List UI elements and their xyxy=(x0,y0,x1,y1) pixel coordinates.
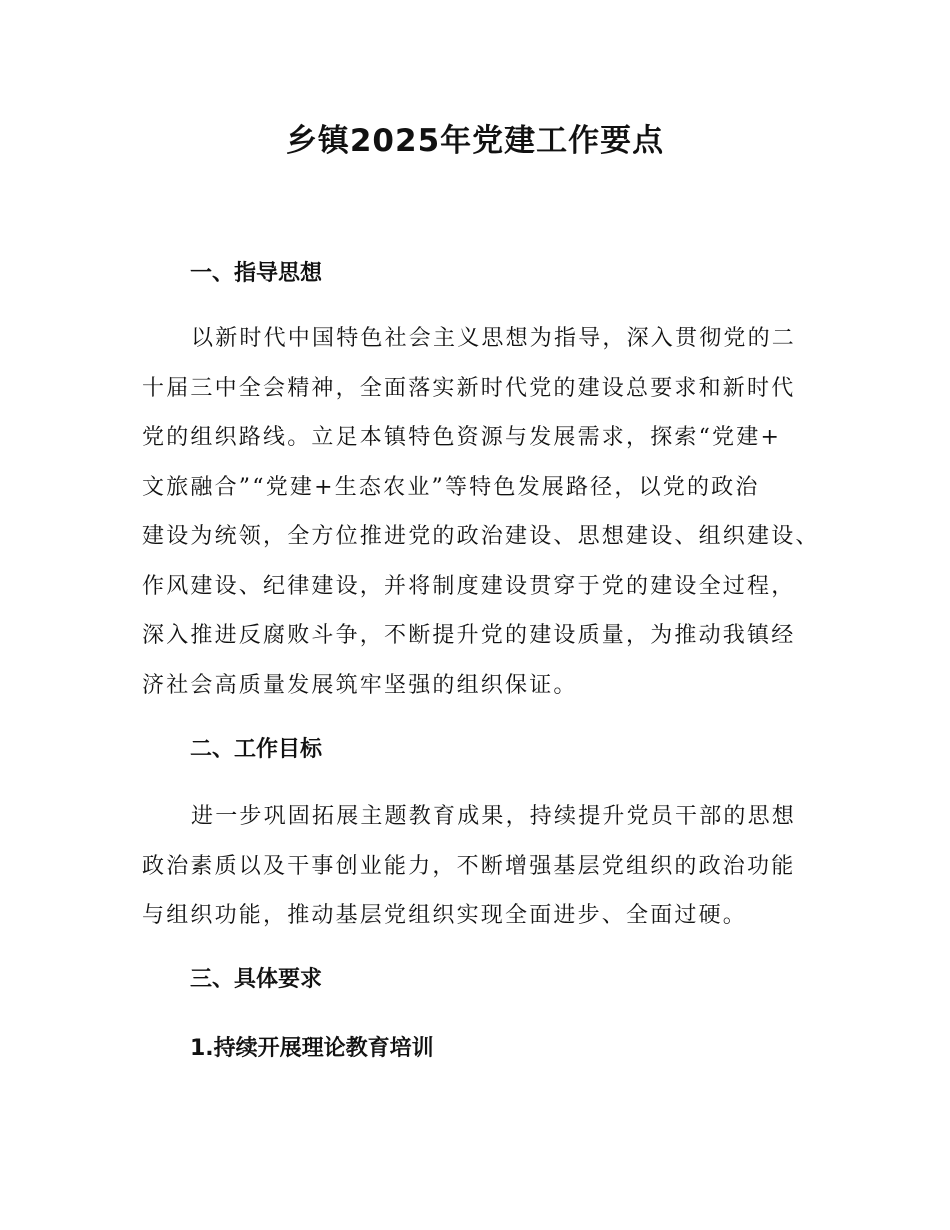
subheading-theory-training: 1.持续开展理论教育培训 xyxy=(190,1036,434,1061)
paragraph-line: 文旅融合”“党建+生态农业”等特色发展路径，以党的政治 xyxy=(142,474,760,500)
paragraph-line: 党的组织路线。立足本镇特色资源与发展需求，探索“党建+ xyxy=(142,425,782,450)
paragraph-line: 进一步巩固拓展主题教育成果，持续提升党员干部的思想 xyxy=(191,804,797,829)
section-heading-specific-requirements: 三、具体要求 xyxy=(190,967,323,992)
paragraph-line: 以新时代中国特色社会主义思想为指导，深入贯彻党的二 xyxy=(191,326,797,351)
paragraph-line: 建设为统领，全方位推进党的政治建设、思想建设、组织建设、 xyxy=(142,524,820,549)
section-heading-work-goals: 二、工作目标 xyxy=(190,737,323,762)
paragraph-line: 济社会高质量发展筑牢坚强的组织保证。 xyxy=(142,672,578,698)
section-paragraph-guiding-ideology xyxy=(142,314,842,710)
paragraph-line: 十届三中全会精神，全面落实新时代党的建设总要求和新时代 xyxy=(142,375,796,401)
paragraph-line: 与组织功能，推动基层党组织实现全面进步、全面过硬。 xyxy=(142,903,748,928)
paragraph-line: 深入推进反腐败斗争，不断提升党的建设质量，为推动我镇经 xyxy=(142,623,796,648)
paragraph-line: 作风建设、纪律建设，并将制度建设贯穿于党的建设全过程， xyxy=(142,573,796,599)
document-title: 乡镇2025年党建工作要点 xyxy=(285,123,665,159)
section-paragraph-work-goals xyxy=(142,792,842,941)
section-heading-guiding-ideology: 一、指导思想 xyxy=(190,261,323,286)
paragraph-line: 政治素质以及干事创业能力，不断增强基层党组织的政治功能 xyxy=(142,853,796,879)
